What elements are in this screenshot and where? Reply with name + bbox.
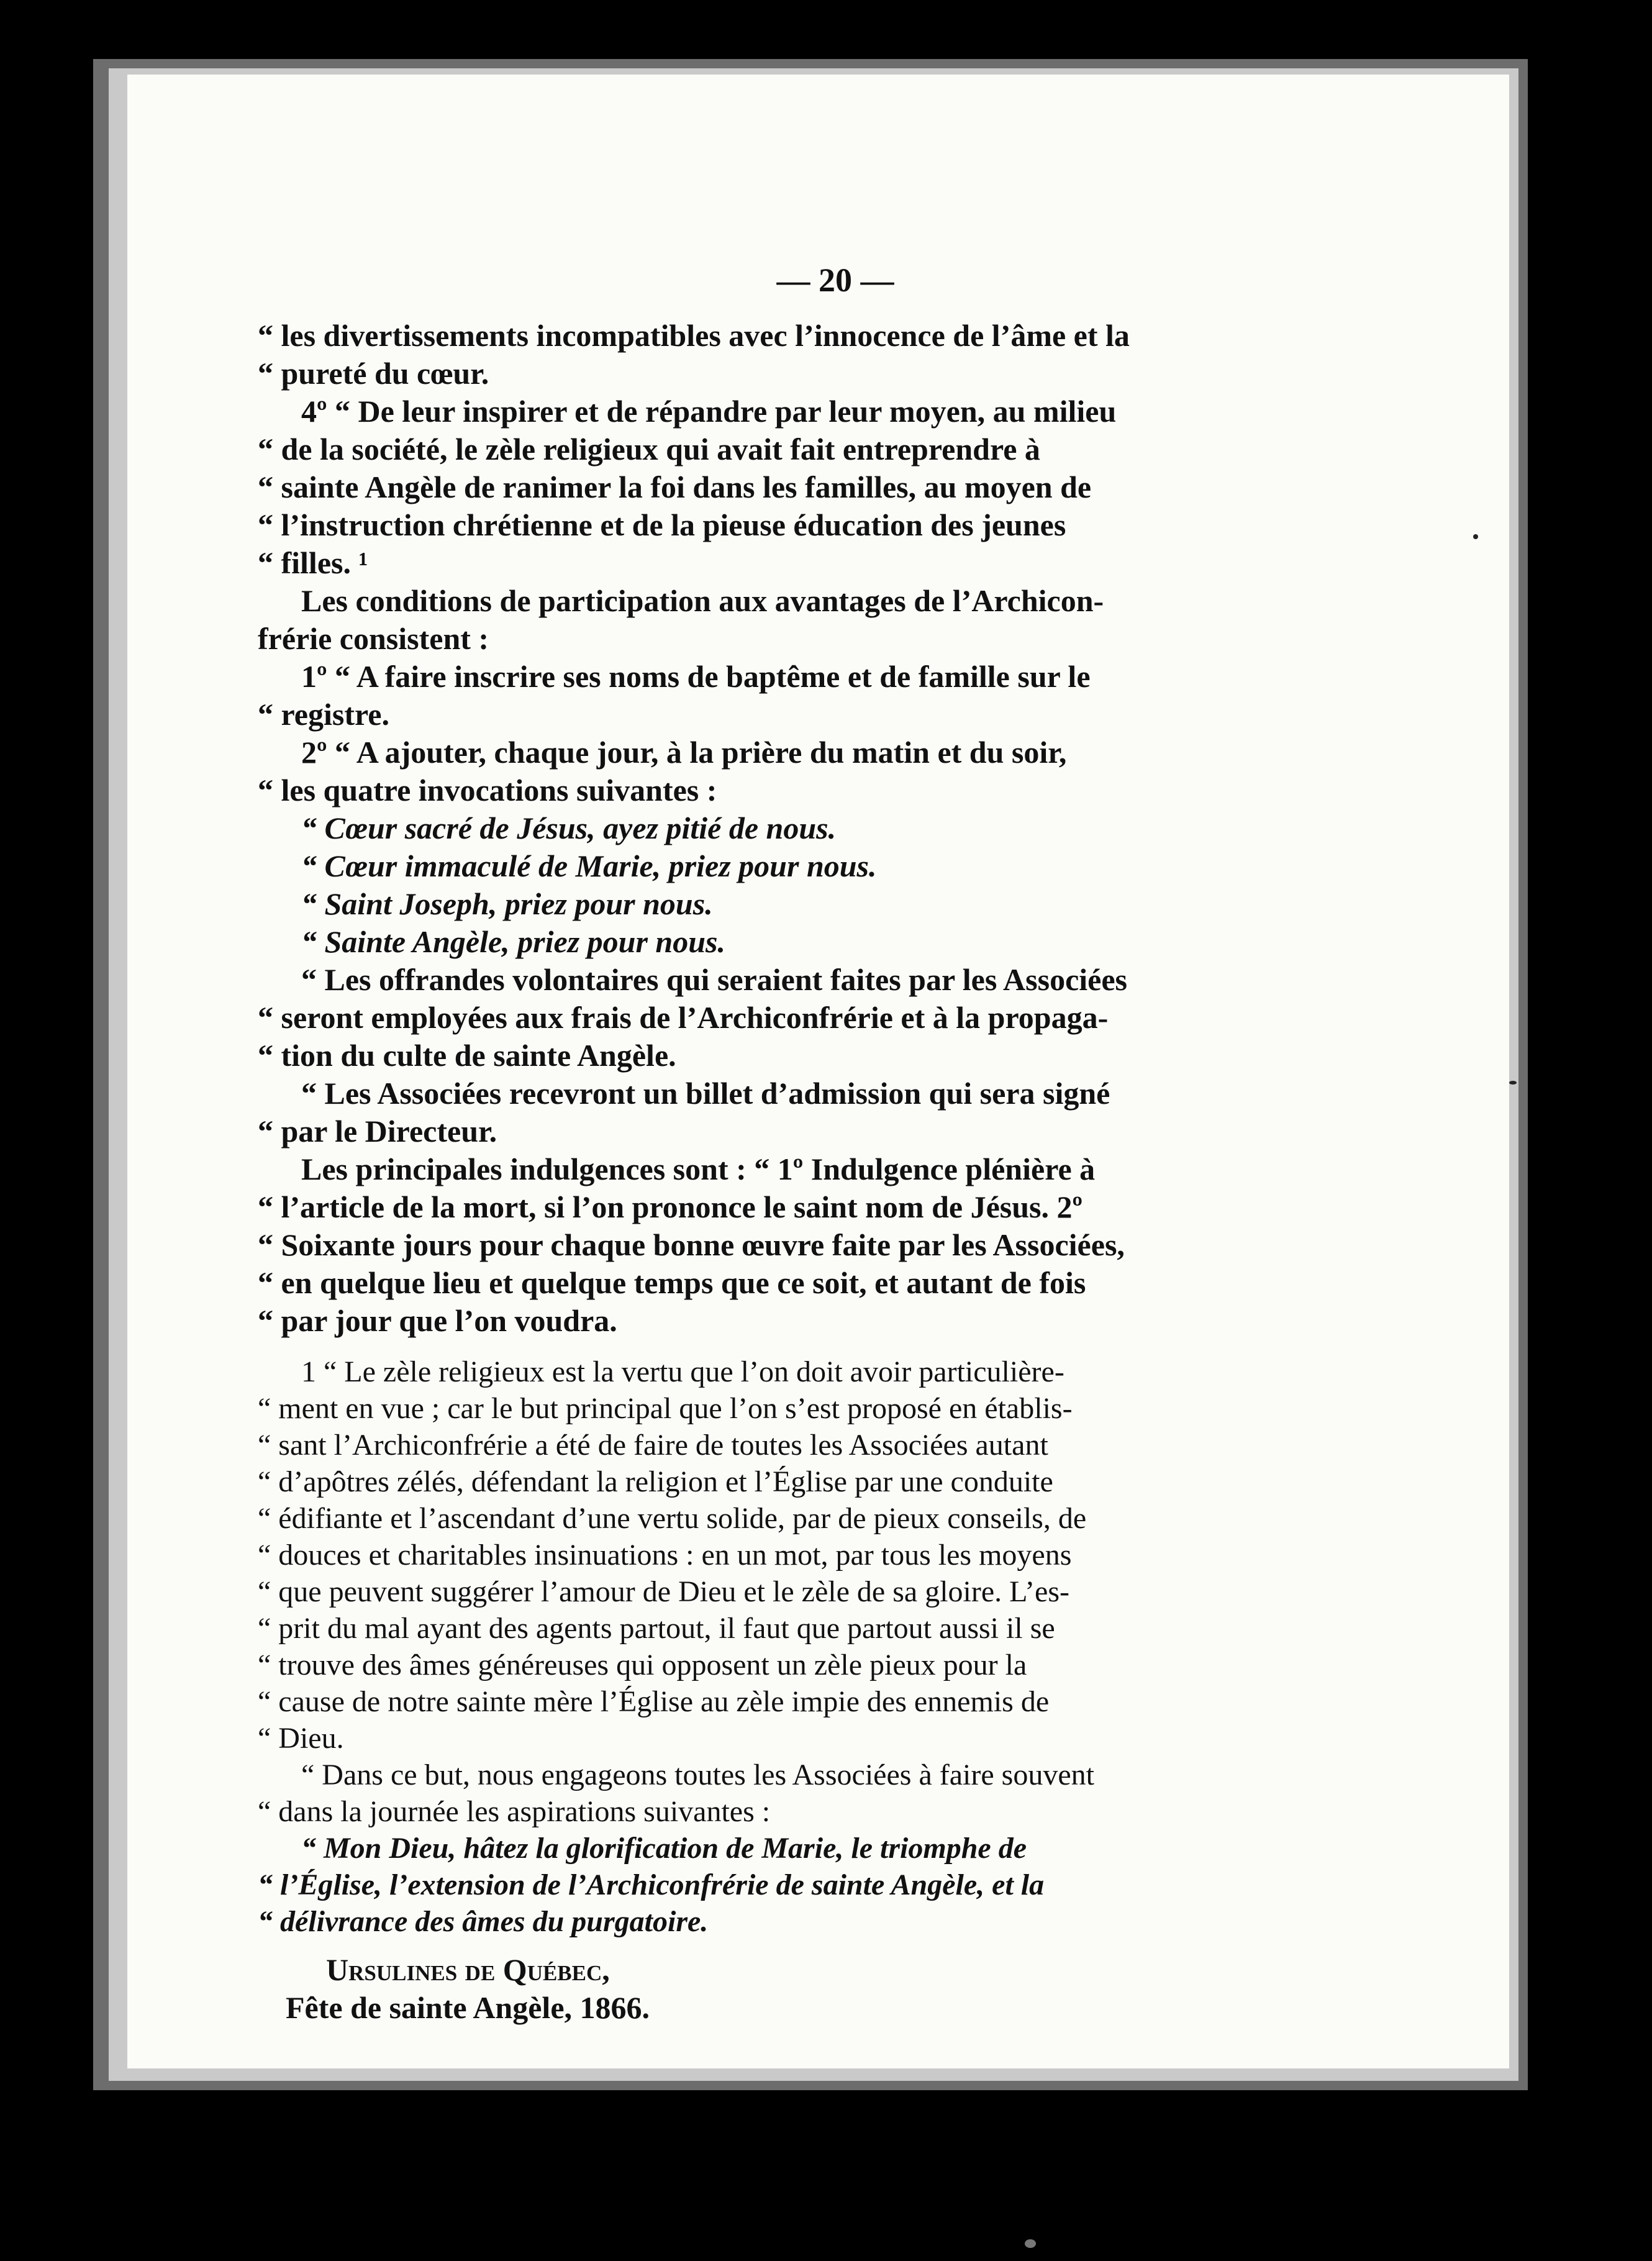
text-line: Les conditions de participation aux avantages de l’Archicon- [301, 583, 1104, 618]
footnote-line: “ ment en vue ; car le but principal que l’on s’est proposé en établis- [258, 1392, 1073, 1425]
page-content [258, 261, 1338, 2027]
text-line: “ les quatre invocations suivantes : [258, 773, 717, 808]
text-line: “ l’instruction chrétienne et de la pieuse éducation des jeunes [258, 507, 1066, 542]
signature-date: Fête de sainte Angèle, 1866. [286, 1990, 650, 2025]
footnote-line: “ Dieu. [258, 1722, 344, 1755]
scan-speck [1473, 534, 1478, 539]
signature-block [258, 1951, 1338, 2027]
text-line: “ tion du culte de sainte Angèle. [258, 1038, 676, 1073]
footnote-line: “ cause de notre sainte mère l’Église au zèle impie des ennemis de [258, 1685, 1050, 1718]
signature-name: Ursulines de Québec, [326, 1952, 610, 1987]
text-line: “ les divertissements incompatibles avec l’innocence de l’âme et la [258, 318, 1130, 353]
text-line: “ Soixante jours pour chaque bonne œuvre faite par les Associées, [258, 1227, 1125, 1262]
text-line: “ de la société, le zèle religieux qui avait fait entreprendre à [258, 432, 1040, 466]
text-line: “ par le Directeur. [258, 1114, 497, 1149]
footnote-line: “ prit du mal ayant des agents partout, il faut que partout aussi il se [258, 1612, 1055, 1645]
scan-speck [1025, 2239, 1036, 2248]
text-line: “ l’article de la mort, si l’on prononce le saint nom de Jésus. 2º [258, 1190, 1083, 1224]
footnote-line: “ édifiante et l’ascendant d’une vertu solide, par de pieux conseils, de [258, 1502, 1087, 1535]
spacer [258, 1340, 1338, 1353]
text-line: 1º “ A faire inscrire ses noms de baptême et de famille sur le [301, 659, 1091, 694]
invocation-line: “ Cœur immaculé de Marie, priez pour nous. [301, 848, 877, 883]
invocation-line: “ Sainte Angèle, priez pour nous. [301, 924, 726, 959]
text-line: “ Les offrandes volontaires qui seraient faites par les Associées [301, 962, 1128, 997]
footnote-line: “ trouve des âmes généreuses qui opposent un zèle pieux pour la [258, 1649, 1027, 1681]
invocation-line: “ Cœur sacré de Jésus, ayez pitié de nous. [301, 811, 837, 845]
text-line: “ par jour que l’on voudra. [258, 1303, 617, 1338]
aspiration-line: “ délivrance des âmes du purgatoire. [258, 1905, 709, 1938]
main-text [258, 317, 1338, 1340]
footnote-line: “ d’apôtres zélés, défendant la religion et l’Église par une conduite [258, 1465, 1053, 1498]
footnote-line: “ que peuvent suggérer l’amour de Dieu et le zèle de sa gloire. L’es- [258, 1575, 1070, 1608]
footnote-line: “ dans la journée les aspirations suivantes : [258, 1795, 771, 1828]
aspiration-line: “ l’Église, l’extension de l’Archiconfrérie de sainte Angèle, et la [258, 1868, 1045, 1901]
text-line: Les principales indulgences sont : “ 1º Indulgence plénière à [301, 1152, 1096, 1186]
footnote-line: 1 “ Le zèle religieux est la vertu que l’on doit avoir particulière- [301, 1355, 1064, 1388]
text-line: “ registre. [258, 697, 389, 732]
text-line: “ Les Associées recevront un billet d’admission qui sera signé [301, 1076, 1110, 1111]
invocation-line: “ Saint Joseph, priez pour nous. [301, 886, 713, 921]
footnote-line: “ douces et charitables insinuations : en un mot, par tous les moyens [258, 1539, 1072, 1572]
aspiration-line: “ Mon Dieu, hâtez la glorification de Marie, le triomphe de [301, 1832, 1027, 1865]
page-number: — 20 — [776, 262, 894, 299]
footnote-line: “ Dans ce but, nous engageons toutes les Associées à faire souvent [301, 1758, 1094, 1791]
footnote-line: “ sant l’Archiconfrérie a été de faire de toutes les Associées autant [258, 1429, 1048, 1462]
text-line: 2º “ A ajouter, chaque jour, à la prière du matin et du soir, [301, 735, 1067, 770]
text-line: “ sainte Angèle de ranimer la foi dans les familles, au moyen de [258, 470, 1092, 504]
footnote [258, 1353, 1338, 1940]
text-line: frérie consistent : [258, 621, 489, 656]
text-line: “ en quelque lieu et quelque temps que ce soit, et autant de fois [258, 1265, 1086, 1300]
text-line: “ seront employées aux frais de l’Archiconfrérie et à la propaga- [258, 1000, 1109, 1035]
scan-speck [1509, 1081, 1517, 1085]
text-line: “ pureté du cœur. [258, 356, 489, 391]
text-line: 4º “ De leur inspirer et de répandre par leur moyen, au milieu [301, 394, 1117, 429]
text-line: “ filles. ¹ [258, 545, 368, 580]
